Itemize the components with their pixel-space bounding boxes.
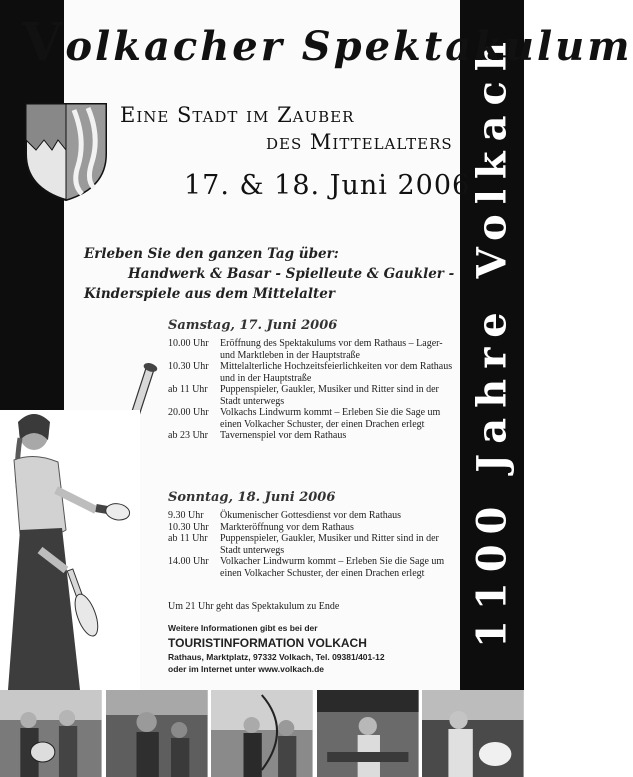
coat-of-arms-icon: [22, 100, 110, 202]
photo-craftsman: [317, 690, 419, 777]
schedule-row: [168, 430, 458, 442]
row-time: 10.30 Uhr: [168, 521, 209, 533]
row-desc: Tavernenspiel vor dem Rathaus: [220, 430, 347, 441]
vertical-title-container: [460, 0, 524, 690]
intro-line-2: Handwerk & Basar - Spielleute & Gaukler -: [128, 266, 455, 282]
row-time: 10.00 Uhr: [168, 338, 209, 349]
schedule-row: [168, 338, 458, 361]
vertical-title: 1100 Jahre Volkach: [468, 32, 516, 648]
row-desc: Markteröffnung vor dem Rathaus: [220, 521, 354, 533]
juggler-photo: [0, 410, 140, 690]
title-initial: V: [22, 12, 66, 73]
saturday-schedule: [168, 338, 458, 442]
sunday-schedule: [168, 510, 458, 579]
row-desc: Puppenspieler, Gaukler, Musiker und Ritter sind in der Stadt unterwegs: [220, 533, 439, 556]
main-title: [22, 12, 633, 73]
event-date: 17. & 18. Juni 2006: [184, 170, 471, 201]
row-desc: Volkacher Lindwurm kommt – Erleben Sie die Sage um einen Volkacher Schuster, der einen Drachen erlegt: [220, 556, 445, 579]
intro-line-3: Kinderspiele aus dem Mittelalter: [84, 286, 335, 302]
row-desc: Puppenspieler, Gaukler, Musiker und Ritter sind in der Stadt unterwegs: [220, 384, 439, 407]
row-time: ab 11 Uhr: [168, 533, 208, 544]
subtitle-line-1: Eine Stadt im Zauber: [120, 103, 355, 127]
schedule-row: [168, 384, 458, 407]
row-time: 10.30 Uhr: [168, 361, 209, 372]
schedule-row: [168, 533, 458, 556]
row-desc: Ökumenischer Gottesdienst vor dem Rathaus: [220, 510, 402, 521]
row-time: 14.00 Uhr: [168, 556, 209, 567]
schedule-row: [168, 522, 458, 534]
subtitle-line-2: des Mittelalters: [266, 130, 453, 154]
sunday-heading: Sonntag, 18. Juni 2006: [168, 490, 336, 505]
schedule-row: [168, 556, 458, 579]
closing-note: Um 21 Uhr geht das Spektakulum zu Ende: [168, 601, 340, 612]
row-desc: Eröffnung des Spektakulums vor dem Rathaus – Lager- und Marktleben in der Hauptstraße: [220, 338, 443, 361]
row-desc: Volkachs Lindwurm kommt – Erleben Sie die Sage um einen Volkacher Schuster, der einen Drachen erlegt: [220, 407, 441, 430]
photo-strip: [0, 690, 524, 777]
info-line-1: Weitere Informationen gibt es bei der: [168, 623, 318, 633]
info-address: Rathaus, Marktplatz, 97332 Volkach, Tel. 09381/401-12: [168, 652, 385, 662]
photo-archers: [211, 690, 313, 777]
photo-musicians: [0, 690, 102, 777]
row-time: ab 11 Uhr: [168, 384, 208, 395]
schedule-row: [168, 407, 458, 430]
intro-line-1: Erleben Sie den ganzen Tag über:: [84, 246, 339, 262]
info-office-name: TOURISTINFORMATION VOLKACH: [168, 636, 367, 650]
saturday-heading: Samstag, 17. Juni 2006: [168, 318, 338, 333]
schedule-row: [168, 361, 458, 384]
photo-crowd: [106, 690, 208, 777]
row-desc: Mittelalterliche Hochzeitsfeierlichkeiten vor dem Rathaus und in der Hauptstraße: [220, 361, 453, 384]
row-time: ab 23 Uhr: [168, 430, 208, 441]
info-website: oder im Internet unter www.volkach.de: [168, 664, 325, 674]
row-time: 20.00 Uhr: [168, 407, 209, 418]
title-rest: olkacher Spektakulum: [65, 23, 633, 70]
photo-blacksmith: [422, 690, 524, 777]
row-time: 9.30 Uhr: [168, 510, 204, 521]
schedule-row: [168, 510, 458, 522]
